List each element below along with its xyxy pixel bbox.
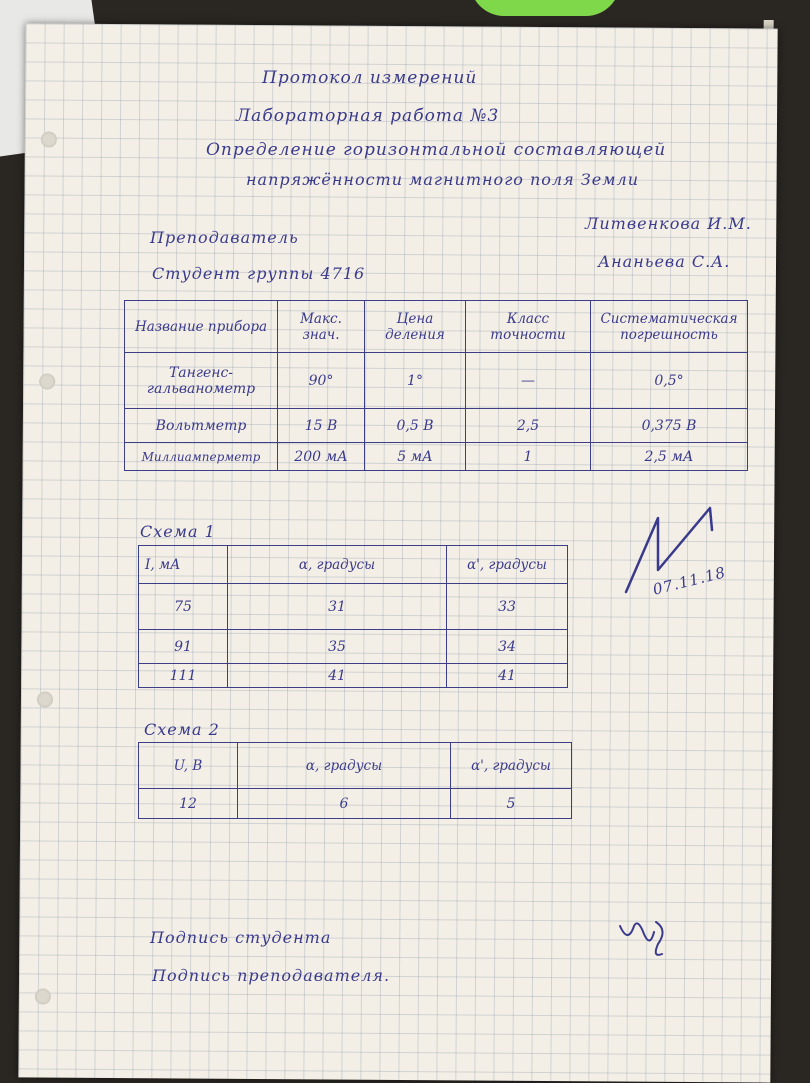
table-cell: 75 (139, 584, 228, 630)
table-cell: 15 В (278, 409, 365, 443)
header-line-2: Лабораторная работа №3 (236, 106, 500, 126)
student-name: Ананьева С.А. (598, 252, 731, 271)
table-cell: 0,375 В (591, 409, 748, 443)
column-header: α, градусы (238, 743, 451, 789)
table-cell: 35 (228, 630, 447, 664)
table-cell: 34 (447, 630, 568, 664)
scheme1-table (138, 545, 568, 688)
table-row (139, 584, 568, 630)
table-row (125, 443, 748, 471)
column-header: Класс точности (466, 301, 591, 353)
table-row (139, 664, 568, 688)
table-cell: 33 (447, 584, 568, 630)
scheme2-title: Схема 2 (144, 720, 220, 739)
scheme1-header-row (139, 546, 568, 584)
table-cell: 2,5 (466, 409, 591, 443)
table-row (139, 630, 568, 664)
background-green-object (470, 0, 620, 16)
column-header: α', градусы (447, 546, 568, 584)
table-cell: 1° (365, 353, 466, 409)
table-cell: 200 мА (278, 443, 365, 471)
column-header: U, В (139, 743, 238, 789)
table-cell: 41 (228, 664, 447, 688)
table-cell: 5 мА (365, 443, 466, 471)
table-cell: 91 (139, 630, 228, 664)
student-signature-mark (614, 914, 674, 964)
scheme2-header-row (139, 743, 572, 789)
scheme1-title: Схема 1 (140, 522, 216, 541)
table-row (125, 409, 748, 443)
header-line-1: Протокол измерений (262, 68, 478, 88)
table-cell: 5 (451, 789, 572, 819)
instruments-table (124, 300, 748, 471)
binder-hole (37, 691, 53, 707)
table-cell: 90° (278, 353, 365, 409)
column-header: Макс. знач. (278, 301, 365, 353)
teacher-name: Литвенкова И.М. (585, 214, 752, 233)
column-header: I, мА (139, 546, 228, 584)
binder-hole (41, 131, 57, 147)
signature-date: 07.11.18 (650, 563, 728, 599)
table-cell: 6 (238, 789, 451, 819)
table-cell: Тангенс-гальванометр (125, 353, 278, 409)
table-cell: 12 (139, 789, 238, 819)
table-cell: 111 (139, 664, 228, 688)
teacher-label: Преподаватель (150, 228, 299, 247)
header-line-4: напряжённости магнитного поля Земли (246, 170, 639, 189)
table-cell: 0,5 В (365, 409, 466, 443)
column-header: α', градусы (451, 743, 572, 789)
teacher-signature-label: Подпись преподавателя. (152, 966, 391, 985)
student-label: Студент группы 4716 (152, 264, 366, 283)
instruments-table-header-row (125, 301, 748, 353)
table-cell: 31 (228, 584, 447, 630)
column-header: α, градусы (228, 546, 447, 584)
binder-hole (35, 988, 51, 1004)
student-signature-label: Подпись студента (150, 928, 332, 947)
table-cell: — (466, 353, 591, 409)
binder-hole (39, 373, 55, 389)
header-line-3: Определение горизонтальной составляющей (206, 140, 667, 160)
table-cell: 1 (466, 443, 591, 471)
table-row (125, 353, 748, 409)
table-cell: Вольтметр (125, 409, 278, 443)
column-header: Название прибора (125, 301, 278, 353)
table-row (139, 789, 572, 819)
table-cell: Миллиамперметр (125, 443, 278, 471)
table-cell: 2,5 мА (591, 443, 748, 471)
table-cell: 0,5° (591, 353, 748, 409)
scheme2-table (138, 742, 572, 819)
column-header: Систематическая погрешность (591, 301, 748, 353)
table-cell: 41 (447, 664, 568, 688)
column-header: Цена деления (365, 301, 466, 353)
